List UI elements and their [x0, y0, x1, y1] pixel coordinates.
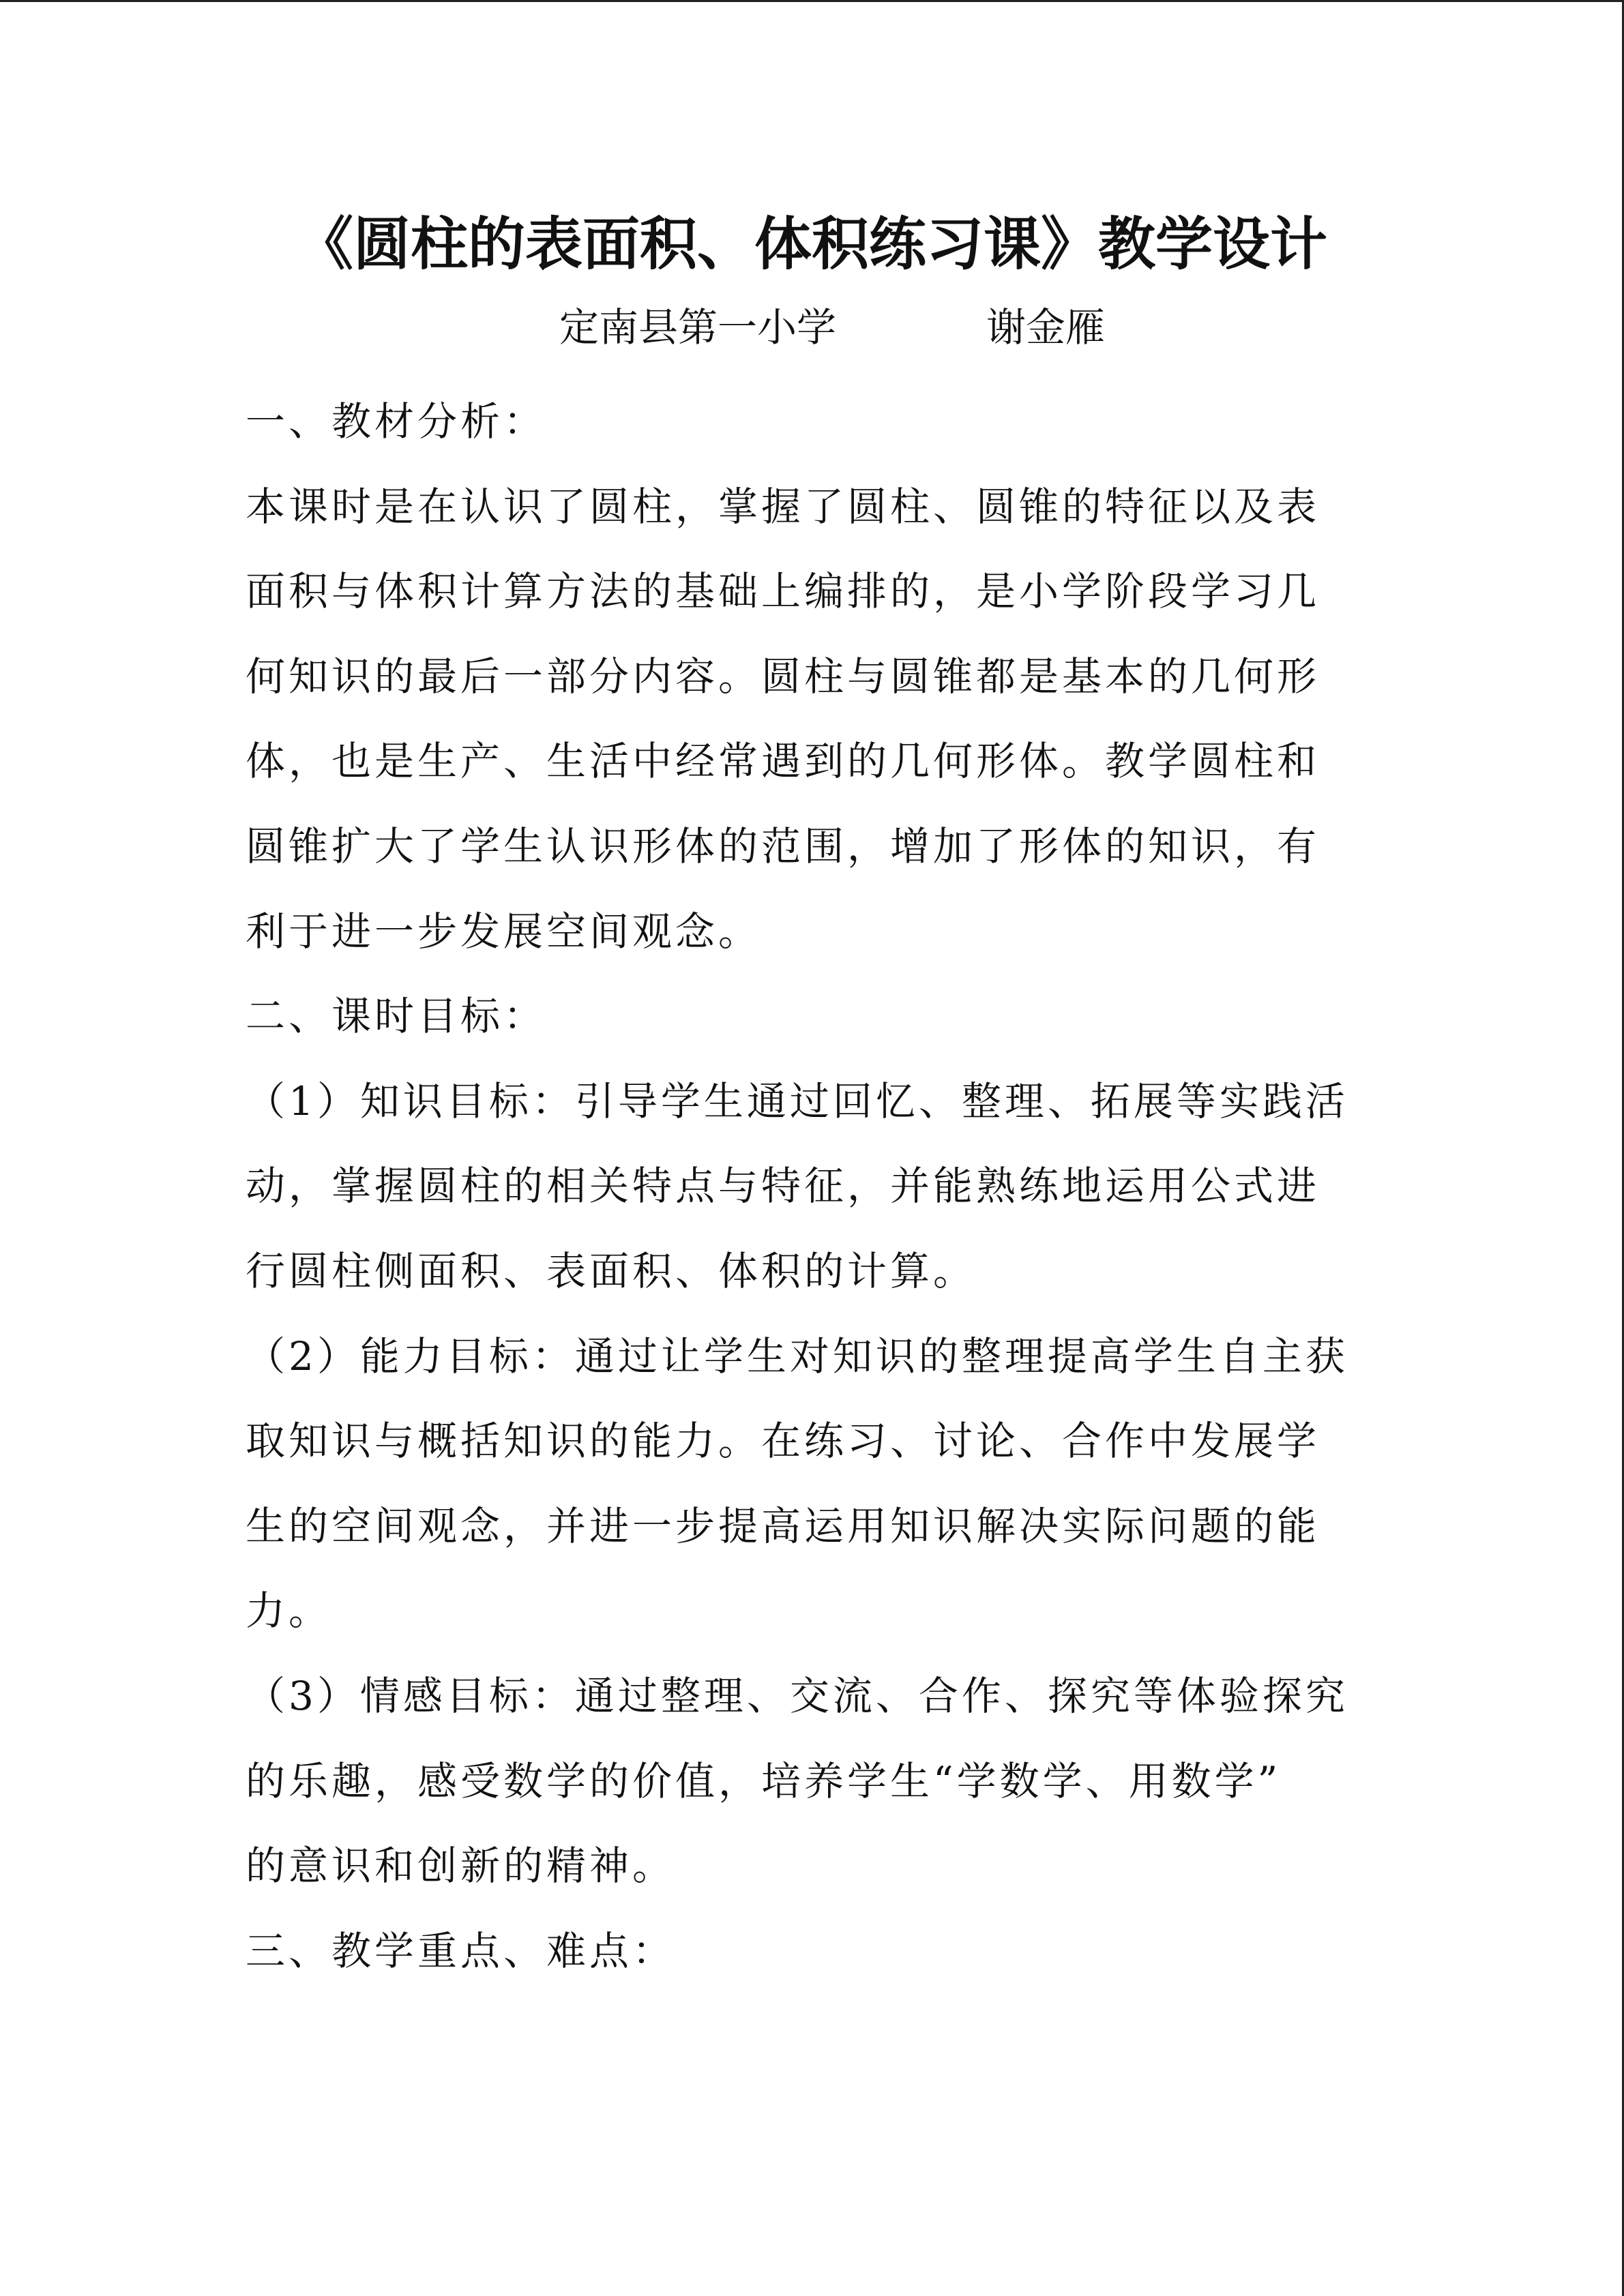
paragraph-line: 动，掌握圆柱的相关特点与特征，并能熟练地运用公式进	[246, 1163, 1320, 1210]
byline	[559, 299, 1105, 356]
paragraph-line: （2）能力目标：通过让学生对知识的整理提高学生自主获	[246, 1332, 1348, 1380]
document-title: 《圆柱的表面积、体积练习课》教学设计	[295, 210, 1327, 278]
paragraph-line: 何知识的最后一部分内容。圆柱与圆锥都是基本的几何形	[246, 653, 1320, 700]
section-heading-material-analysis: 一、教材分析：	[246, 398, 547, 445]
paragraph-line: （3）情感目标：通过整理、交流、合作、探究等体验探究	[246, 1672, 1348, 1719]
document-body	[246, 379, 1371, 1993]
paragraph-line: 力。	[246, 1587, 332, 1635]
paragraph-line: 行圆柱侧面积、表面积、体积的计算。	[246, 1247, 977, 1294]
paragraph-line: 利于进一步发展空间观念。	[246, 908, 762, 955]
paragraph-line: （1）知识目标：引导学生通过回忆、整理、拓展等实践活	[246, 1077, 1348, 1124]
paragraph-line: 生的空间观念，并进一步提高运用知识解决实际问题的能	[246, 1502, 1320, 1549]
paragraph-line: 取知识与概括知识的能力。在练习、讨论、合作中发展学	[246, 1418, 1320, 1465]
paragraph-line: 的意识和创新的精神。	[246, 1843, 676, 1890]
section-heading-key-points: 三、教学重点、难点：	[246, 1927, 676, 1974]
author-name: 谢金雁	[986, 304, 1106, 351]
section-heading-lesson-goals: 二、课时目标：	[246, 993, 547, 1040]
paragraph-line: 面积与体积计算方法的基础上编排的，是小学阶段学习几	[246, 568, 1320, 615]
school-name: 定南县第一小学	[559, 304, 837, 351]
paragraph-line: 圆锥扩大了学生认识形体的范围，增加了形体的知识，有	[246, 822, 1320, 869]
paragraph-line: 本课时是在认识了圆柱，掌握了圆柱、圆锥的特征以及表	[246, 483, 1320, 530]
paragraph-line: 的乐趣，感受数学的价值，培养学生“学数学、用数学”	[246, 1757, 1282, 1804]
paragraph-line: 体，也是生产、生活中经常遇到的几何形体。教学圆柱和	[246, 738, 1320, 785]
